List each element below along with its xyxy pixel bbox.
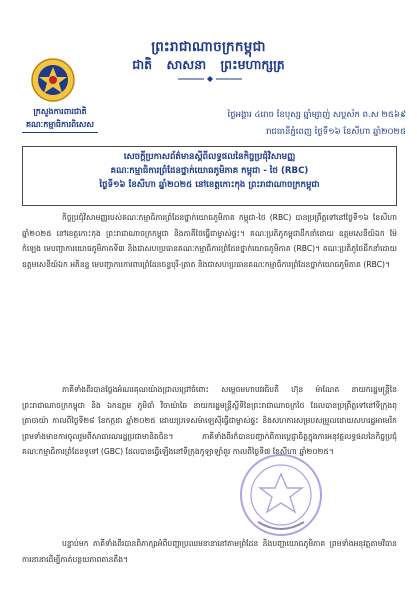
lunar-date: ថ្ងៃអង្គារ ៤រោច ខែបុស្ស ឆ្នាំម្សាញ់ សប្តស័ក ព.ស ២៥៦៩ (227, 110, 406, 120)
body-paragraph-3: បន្ទាប់មក ភាគីទាំងពីរបានពិភាក្សាអំពីបញ្ហាប្រឈមនានានៅតាមព្រំដែន និងបញ្ហាយោធភូមិភាគ ព្រមទាំងអនុវត្តតាមវិធានការនានាដើម្បីកាត់បន្ថយភាពតានតឹង។ (22, 539, 397, 564)
ministry-line-2: គណៈកម្មាធិការពិសេស (25, 120, 95, 129)
ministry-name (20, 105, 100, 131)
ministry-line-1: ក្រសួងការពារជាតិ (33, 107, 87, 116)
official-seal-icon (238, 452, 324, 538)
title-line-2: គណៈកម្មាធិការព្រំដែនថ្នាក់យោធភូមិភាគ កម្ពុជា - ថៃ (RBC) (110, 166, 309, 176)
title-line-3: ថ្ងៃទី១៦ ខែសីហា ឆ្នាំ២០២៥ នៅខេត្តកោះកុង ព្រះរាជាណាចក្រកម្ពុជា (99, 180, 320, 190)
title-line-1: សេចក្តីប្រកាសព័ត៌មានស្តីពីលទ្ធផលនៃកិច្ចប្រជុំវិសាមញ្ញ (123, 152, 296, 162)
national-motto: ជាតិ សាសនា ព្រះមហាក្សត្រ (132, 57, 285, 72)
kingdom-heading: ព្រះរាជាណាចក្រកម្ពុជា (151, 39, 266, 55)
ministry-emblem-icon (30, 57, 76, 103)
solar-date: រាជធានីភ្នំពេញ ថ្ងៃទី១៦ ខែសីហា ឆ្នាំ២០២៥ (266, 127, 406, 137)
body-paragraph-1: កិច្ចប្រជុំវិសាមញ្ញរបស់គណៈកម្មាធិការព្រំដែនថ្នាក់យោធភូមិភាគ កម្ពុជា-ថៃ (RBC) បានប្រព្រឹត្តទៅនៅថ្ងៃទី១៦ ខែសីហា ឆ្នាំ២០២៥ នៅខេត្តកោះកុង ព្រះរាជាណាចក្រកម្ពុជា និងភាគីថៃធ្វើជាម្ចាស់ផ្ទះ។ គណៈប្រតិភូកម្ពុជាដឹកនាំដោយ ឧត្តមសេនីយ៍ឯក ម៉ែ កំឡេង មេបញ្ជាការយោធភូមិភាគទី៣ និងជាសហប្រធានគណៈកម្មាធិការព្រំដែនថ្នាក់យោធភូមិភាគ (RBC)។ គណៈប្រតិភូថៃដឹកនាំដោយ ឧត្តមសេនីយ៍ឯក អភិនន្ទ មេបញ្ជាការការពារព្រំដែនចន្ទបុរី-ត្រាត និងជាសហប្រធានគណៈកម្មាធិការព្រំដែនថ្នាក់យោធភូមិភាគ (RBC)។ (22, 213, 397, 269)
ministry-underline (22, 132, 98, 133)
body-paragraph-2: ភាគីទាំងពីរបានថ្លែងអំណរគុណយ៉ាងជ្រាលជ្រៅចំពោះ សម្តេចមហាបវរធិបតី ហ៊ុន ម៉ាណែត នាយករដ្ឋមន្ត្រីនៃព្រះរាជាណាចក្រកម្ពុជា និង ឯកឧត្តម ភូមិធាំ វិចាយ៉ាឆៃ នាយករដ្ឋមន្ត្រីស្តីទីនៃព្រះរាជាណាចក្រថៃ ដែលបានប្រព្រឹត្តទៅនៅទីក្រុងពុត្រាចាយ៉ា កាលពីថ្ងៃទី២៨ ខែកក្កដា ឆ្នាំ២០២៥ ដោយប្រទេសម៉ាឡេស៊ីធ្វើជាម្ចាស់ផ្ទះ និងសហការសម្របសម្រួលដោយសហរដ្ឋអាមេរិក ព្រមទាំងមានការចូលរួមពីសាធារណរដ្ឋប្រជាមានិតចិន។ ភាគីទាំងពីរក៏បានបញ្ជាក់ពីការប្តេជ្ញាចិត្តក្នុងការអនុវត្តលទ្ធផលនៃកិច្ចប្រជុំគណៈកម្មាធិការព្រំដែនទូទៅ (GBC) ដែលបានធ្វើឡើងនៅទីក្រុងកូឡាឡាំពួរ កាលពីថ្ងៃទី៧ ខែសីហា ឆ្នាំ២០២៥។ (22, 385, 397, 457)
document-title-box (22, 146, 397, 206)
ornament-divider (178, 76, 242, 82)
